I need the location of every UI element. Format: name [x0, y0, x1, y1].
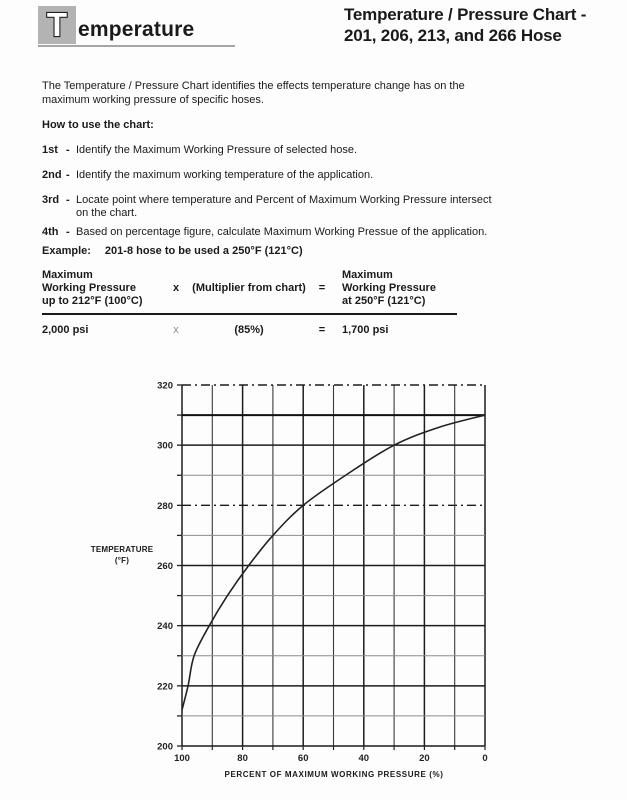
step-label: 1st	[42, 144, 58, 156]
svg-text:280: 280	[157, 500, 173, 512]
table-header-row	[42, 269, 457, 315]
step-text-line2: on the chart.	[76, 207, 138, 219]
brand-word: emperature	[78, 18, 195, 41]
intro-line2: maximum working pressure of specific hoses.	[42, 93, 264, 106]
svg-text:40: 40	[358, 753, 370, 764]
step-label: 2nd	[42, 169, 62, 181]
svg-text:240: 240	[157, 621, 173, 633]
step-item-2	[42, 169, 556, 182]
svg-text:220: 220	[157, 681, 173, 693]
svg-text:300: 300	[157, 440, 173, 452]
brand-logo	[38, 6, 196, 44]
svg-text:100: 100	[174, 753, 190, 764]
table-header-equals-sign: =	[318, 282, 326, 294]
page-title	[344, 4, 624, 46]
cell-result-pressure: 1,700 psi	[342, 324, 389, 336]
step-separator: -	[66, 169, 70, 181]
table-header-multiply-sign: x	[172, 282, 180, 294]
intro-paragraph	[42, 80, 582, 107]
brand-dropcap-letter: T	[38, 6, 76, 44]
step-separator: -	[66, 194, 70, 206]
step-item-3	[42, 194, 556, 220]
cell-base-pressure: 2,000 psi	[42, 324, 89, 336]
pressure-conversion-table	[42, 269, 457, 337]
cell-multiply-sign: x	[173, 324, 179, 336]
svg-text:200: 200	[157, 741, 173, 753]
svg-text:0: 0	[482, 753, 488, 764]
table-header-col1: Maximum Working Pressure up to 212°F (100°C)	[42, 269, 143, 307]
svg-text:260: 260	[157, 561, 173, 572]
svg-text:20: 20	[419, 753, 430, 764]
example-label: Example:	[42, 245, 91, 257]
table-header-col3: Maximum Working Pressure at 250°F (121°C)	[342, 269, 436, 307]
x-axis-label: PERCENT OF MAXIMUM WORKING PRESSURE (%)	[224, 770, 444, 779]
step-separator: -	[66, 226, 70, 238]
intro-line1: The Temperature / Pressure Chart identifies the effects temperature change has on the	[42, 80, 465, 92]
howto-heading: How to use the chart:	[42, 119, 154, 131]
step-item-4	[42, 226, 556, 239]
step-text	[76, 194, 556, 220]
example-text: 201-8 hose to be used a 250°F (121°C)	[104, 245, 303, 257]
table-data-row	[42, 324, 457, 337]
table-header-col2: (Multiplier from chart)	[192, 282, 306, 294]
svg-text:60: 60	[297, 753, 309, 764]
step-text: Based on percentage figure, calculate Maximum Working Pressue of the application.	[76, 226, 488, 238]
cell-multiplier: (85%)	[234, 324, 264, 336]
temperature-pressure-chart	[0, 380, 627, 800]
step-item-1	[42, 144, 556, 157]
page-title-line2: 201, 206, 213, and 266 Hose	[344, 26, 562, 45]
step-text: Identify the maximum working temperature of the application.	[76, 169, 374, 181]
svg-text:80: 80	[237, 753, 248, 764]
y-axis-label: TEMPERATURE (°F)	[90, 545, 154, 565]
step-label: 4th	[42, 226, 59, 238]
svg-text:320: 320	[157, 380, 173, 392]
cell-equals-sign: =	[318, 324, 326, 336]
step-text-line1: Locate point where temperature and Percent of Maximum Working Pressure intersect	[76, 194, 492, 206]
page-title-line1: Temperature / Pressure Chart -	[344, 5, 587, 24]
brand-underline	[38, 45, 235, 47]
step-label: 3rd	[42, 194, 60, 206]
example-line	[42, 245, 303, 257]
step-separator: -	[66, 144, 70, 156]
step-text: Identify the Maximum Working Pressure of selected hose.	[76, 144, 358, 156]
